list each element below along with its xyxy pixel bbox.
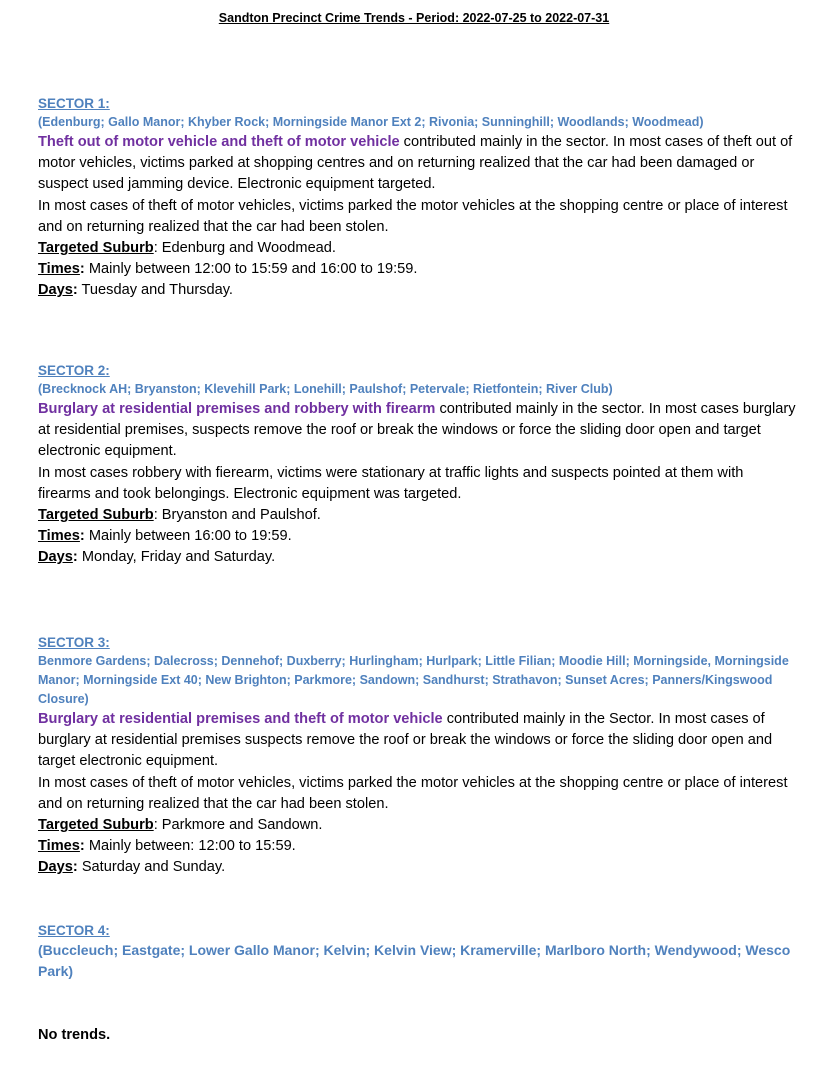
crime-types: Theft out of motor vehicle and theft of motor vehicle xyxy=(38,134,400,150)
targeted-suburb-value: : Bryanston and Paulshof. xyxy=(153,507,321,524)
targeted-suburb-label: Targeted Suburb xyxy=(38,507,154,524)
sector-suburbs: (Brecknock AH; Bryanston; Klevehill Park; Lonehill; Paulshof; Petervale; Rietfontein; River Club) xyxy=(38,382,613,396)
sector-summary xyxy=(38,132,800,196)
days-value: Saturday and Sunday. xyxy=(77,859,226,876)
days-label: Days xyxy=(38,859,73,876)
crime-types: Burglary at residential premises and robbery with firearm xyxy=(38,401,436,417)
targeted-suburb-label: Targeted Suburb xyxy=(38,240,154,257)
sector-detail: In most cases of theft of motor vehicles, victims parked the motor vehicles at the shopping centre or place of interest and on returning realized that the car had been stolen. xyxy=(38,197,788,235)
crime-types: Burglary at residential premises and theft of motor vehicle xyxy=(38,711,443,727)
targeted-suburb-line xyxy=(38,238,800,259)
targeted-suburb-value: : Edenburg and Woodmead. xyxy=(153,240,336,257)
days-value: Tuesday and Thursday. xyxy=(77,282,233,299)
sector-suburbs: (Edenburg; Gallo Manor; Khyber Rock; Morningside Manor Ext 2; Rivonia; Sunninghill; Woodlands; Woodmead) xyxy=(38,115,704,129)
sector-detail: In most cases robbery with fierearm, victims were stationary at traffic lights and suspects pointed at them with firearms and took belongings. Electronic equipment was targeted. xyxy=(38,464,744,502)
days-line: Days: Saturday and Sunday. xyxy=(38,859,226,876)
days-line: Days: Monday, Friday and Saturday. xyxy=(38,549,276,566)
times-label: Times xyxy=(38,261,80,278)
times-line: Times: Mainly between: 12:00 to 15:59. xyxy=(38,838,296,855)
days-value: Monday, Friday and Saturday. xyxy=(77,549,276,566)
times-value: Mainly between: 12:00 to 15:59. xyxy=(84,838,296,855)
targeted-suburb-line xyxy=(38,815,800,836)
sector-heading: SECTOR 3: xyxy=(38,635,110,650)
sector-detail: In most cases of theft of motor vehicles, victims parked the motor vehicles at the shopping centre or place of interest and on returning realized that the car had been stolen. xyxy=(38,774,788,812)
times-label: Times xyxy=(38,528,80,545)
sector-heading: SECTOR 4: xyxy=(38,923,110,938)
targeted-suburb-value: : Parkmore and Sandown. xyxy=(153,817,323,834)
times-label: Times xyxy=(38,838,80,855)
times-line: Times: Mainly between 12:00 to 15:59 and 16:00 to 19:59. xyxy=(38,261,418,278)
sector-3 xyxy=(38,633,800,879)
targeted-suburb-label: Targeted Suburb xyxy=(38,817,154,834)
sector-suburbs: (Buccleuch; Eastgate; Lower Gallo Manor; Kelvin; Kelvin View; Kramerville; Marlboro North; Wendywood; Wesco Park) xyxy=(38,942,791,979)
sector-1 xyxy=(38,94,800,302)
times-value: Mainly between 12:00 to 15:59 and 16:00 to 19:59. xyxy=(84,261,418,278)
summary-text: contributed mainly in the Sector. In most cases of burglary at residential premises suspects remove the roof or break the windows or force the sliding door open and target electronic equipment. xyxy=(38,711,773,770)
sector-heading: SECTOR 1: xyxy=(38,96,110,111)
days-line: Days: Tuesday and Thursday. xyxy=(38,282,233,299)
sector-2 xyxy=(38,361,800,569)
summary-text: contributed mainly in the sector. In most cases of theft out of motor vehicles, victims parked at shopping centres and on returning realized that the car had been damaged or suspect used jamming device. Electronic equipment targeted. xyxy=(38,134,793,193)
sector-summary xyxy=(38,399,800,463)
times-value: Mainly between 16:00 to 19:59. xyxy=(84,528,292,545)
targeted-suburb-line xyxy=(38,505,800,526)
summary-text: contributed mainly in the sector. In most cases burglary at residential premises, suspects remove the roof or break the windows or force the sliding door open and target electronic equipment. xyxy=(38,401,796,460)
document-title: Sandton Precinct Crime Trends - Period: 2022-07-25 to 2022-07-31 xyxy=(218,11,610,25)
sector-4 xyxy=(38,921,800,982)
no-trends-note: No trends. xyxy=(38,1027,111,1043)
times-line: Times: Mainly between 16:00 to 19:59. xyxy=(38,528,292,545)
sector-summary xyxy=(38,709,800,773)
sector-heading: SECTOR 2: xyxy=(38,363,110,378)
sector-suburbs: Benmore Gardens; Dalecross; Dennehof; Duxberry; Hurlingham; Hurlpark; Little Filian; Moodie Hill; Morningside, Morningside Manor; Morningside Ext 40; New Brighton; Parkmore; Sandown; Sandhurst; Strathavon; Sunset Acres; Panners/Kingswood Closure) xyxy=(38,654,789,706)
days-label: Days xyxy=(38,549,73,566)
days-label: Days xyxy=(38,282,73,299)
